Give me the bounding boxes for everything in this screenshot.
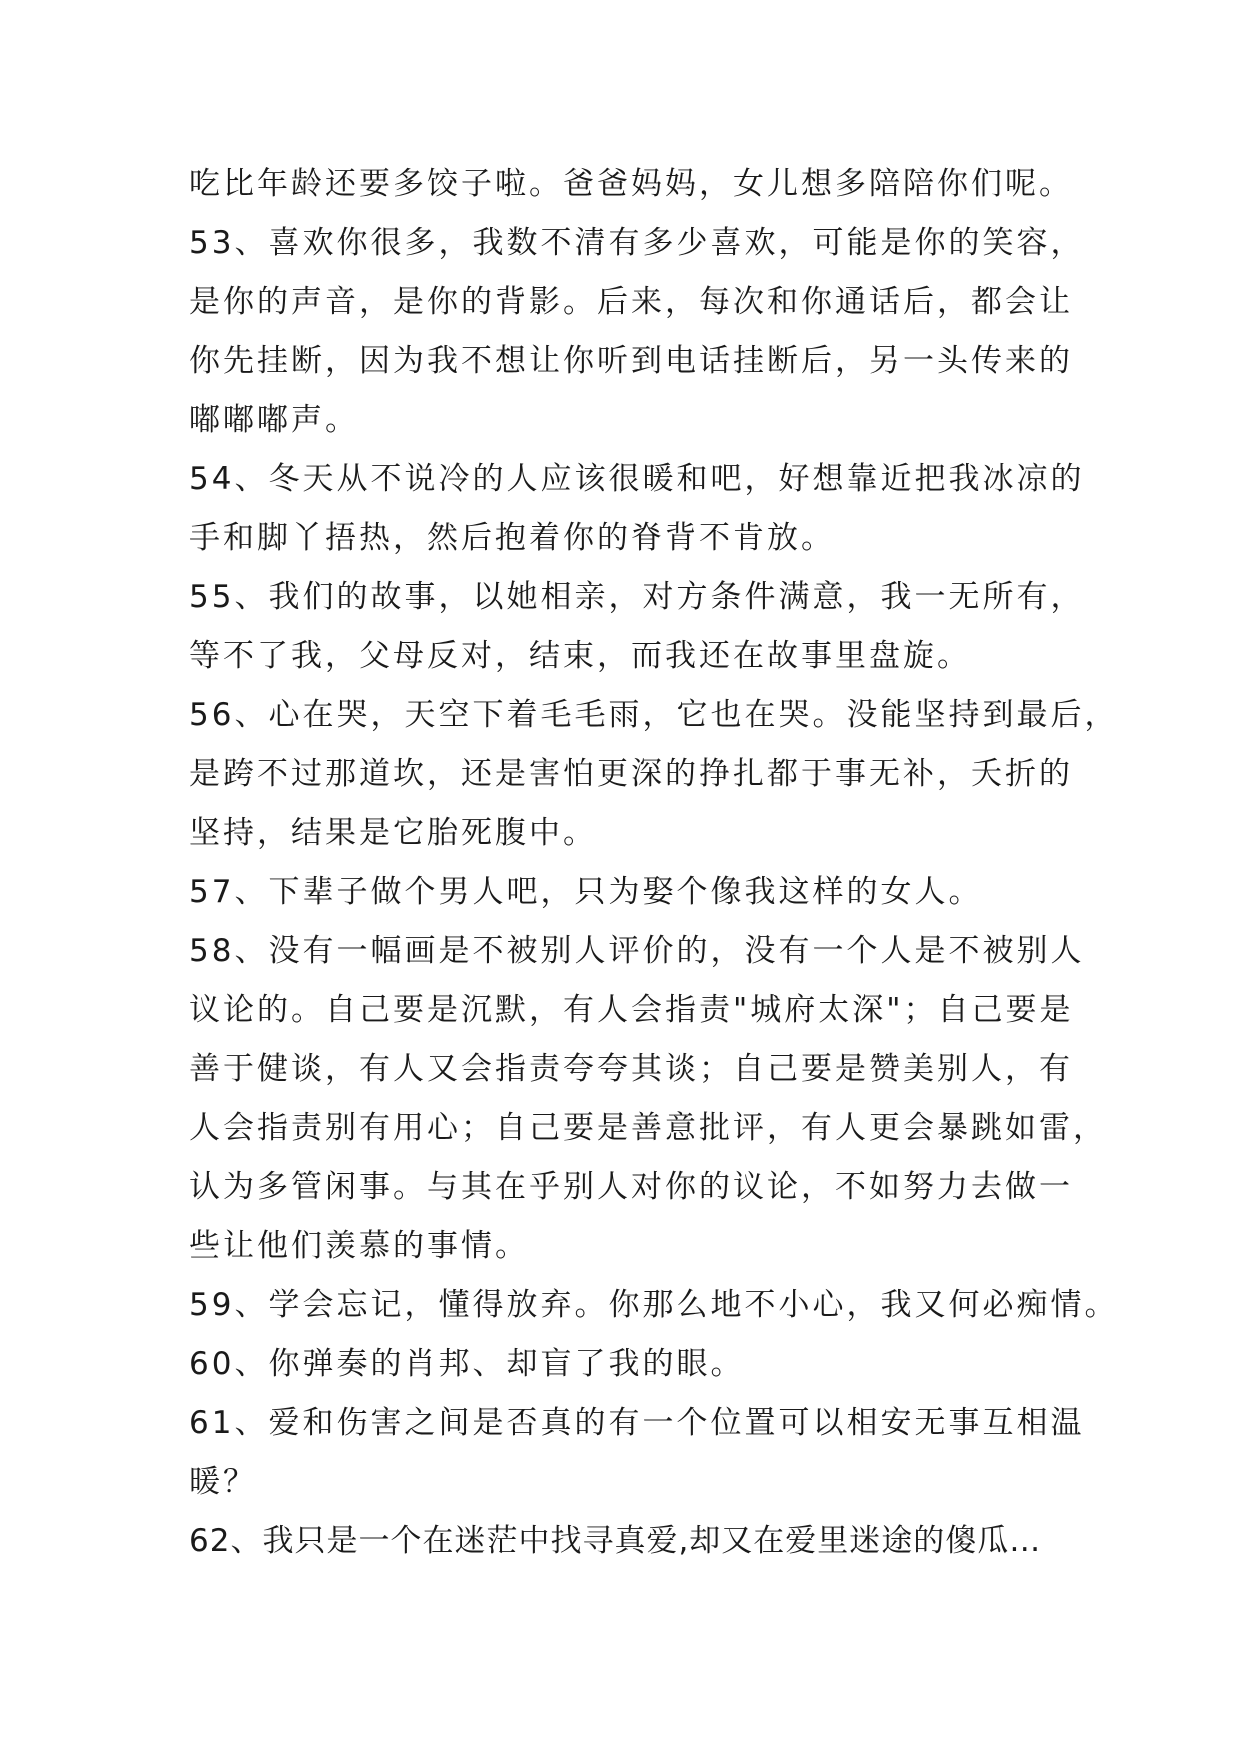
text-line: 57、下辈子做个男人吧，只为娶个像我这样的女人。 — [189, 874, 983, 910]
text-line: 59、学会忘记，懂得放弃。你那么地不小心，我又何必痴情。 — [189, 1287, 1119, 1323]
text-line: 吃比年龄还要多饺子啦。爸爸妈妈，女儿想多陪陪你们呢。 — [189, 166, 1073, 202]
text-line: 手和脚丫捂热，然后抱着你的脊背不肯放。 — [189, 520, 835, 556]
text-line: 61、爱和伤害之间是否真的有一个位置可以相安无事互相温 — [189, 1405, 1085, 1441]
text-line: 是你的声音，是你的背影。后来，每次和你通话后，都会让 — [189, 284, 1073, 320]
text-line: 坚持，结果是它胎死腹中。 — [189, 815, 597, 851]
text-line: 议论的。自己要是沉默，有人会指责"城府太深"；自己要是 — [189, 992, 1074, 1028]
text-line: 善于健谈，有人又会指责夸夸其谈；自己要是赞美别人，有 — [189, 1051, 1073, 1087]
text-line: 是跨不过那道坎，还是害怕更深的挣扎都于事无补，夭折的 — [189, 756, 1073, 792]
text-line: 人会指责别有用心；自己要是善意批评，有人更会暴跳如雷， — [189, 1110, 1107, 1146]
text-line: 55、我们的故事，以她相亲，对方条件满意，我一无所有， — [189, 579, 1085, 615]
text-line: 你先挂断，因为我不想让你听到电话挂断后，另一头传来的 — [189, 343, 1073, 379]
text-line: 54、冬天从不说冷的人应该很暖和吧，好想靠近把我冰凉的 — [189, 461, 1085, 497]
text-line: 认为多管闲事。与其在乎别人对你的议论，不如努力去做一 — [189, 1169, 1073, 1205]
text-line: 53、喜欢你很多，我数不清有多少喜欢，可能是你的笑容， — [189, 225, 1085, 261]
text-line: 62、我只是一个在迷茫中找寻真爱,却又在爱里迷途的傻瓜… — [189, 1523, 1042, 1559]
text-line: 暖？ — [189, 1464, 257, 1500]
text-line: 嘟嘟嘟声。 — [189, 402, 359, 438]
text-line: 等不了我，父母反对，结束，而我还在故事里盘旋。 — [189, 638, 971, 674]
document-body — [189, 155, 1119, 1571]
text-line: 58、没有一幅画是不被别人评价的，没有一个人是不被别人 — [189, 933, 1085, 969]
text-line: 些让他们羡慕的事情。 — [189, 1228, 529, 1264]
text-line: 56、心在哭，天空下着毛毛雨，它也在哭。没能坚持到最后， — [189, 697, 1119, 733]
text-line: 60、你弹奏的肖邦、却盲了我的眼。 — [189, 1346, 745, 1382]
